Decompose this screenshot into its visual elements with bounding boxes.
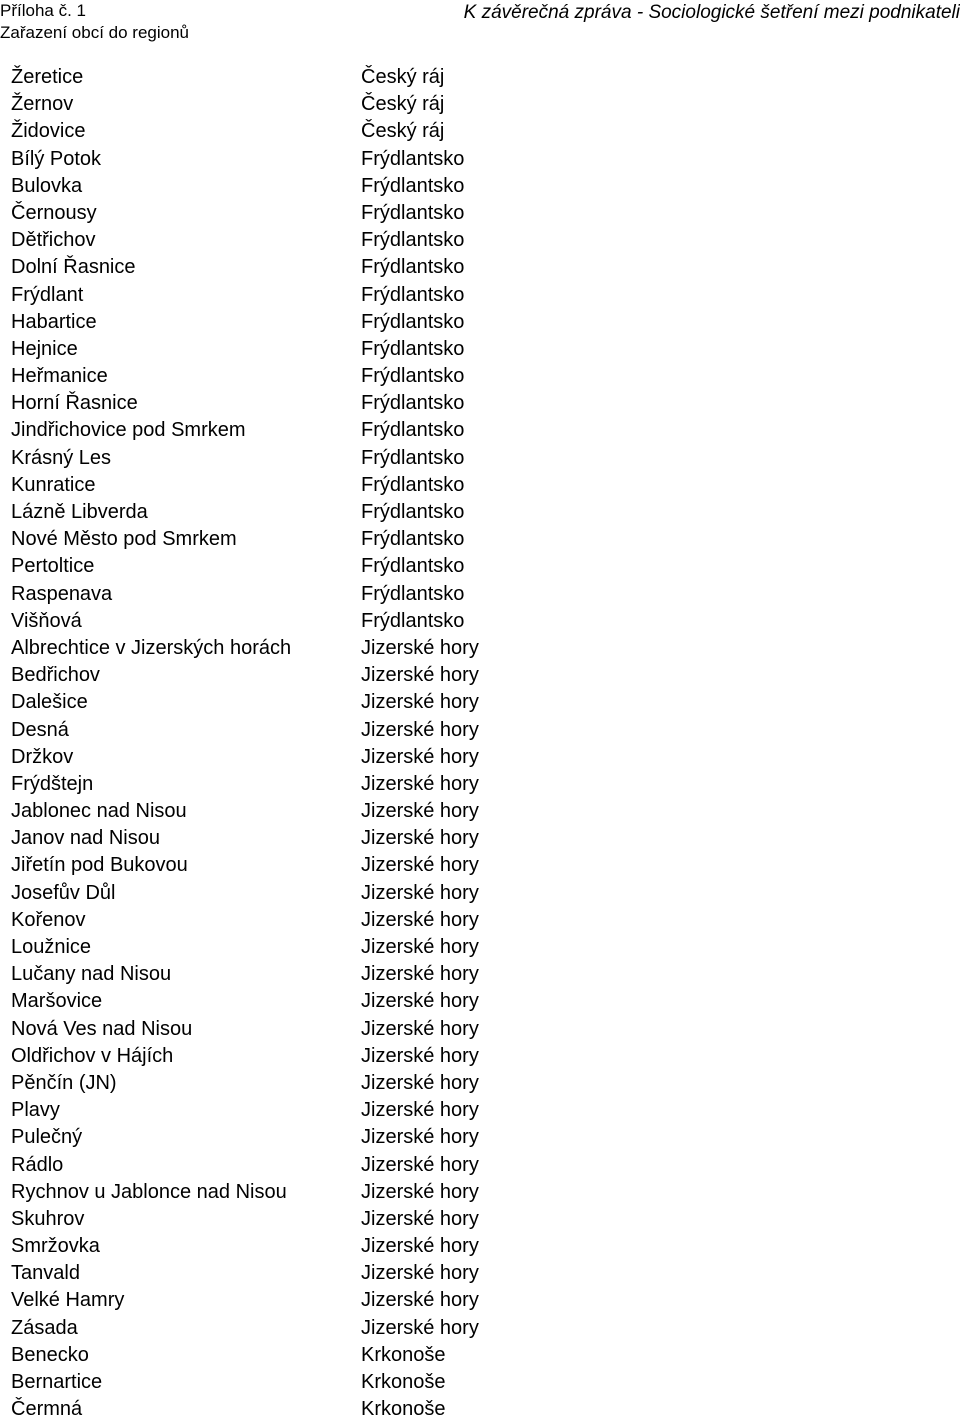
region-name: Jizerské hory (361, 691, 479, 714)
table-row (11, 1369, 951, 1396)
municipality-name: Horní Řasnice (11, 392, 138, 415)
region-name: Frýdlantsko (361, 555, 465, 578)
table-row (11, 1287, 951, 1314)
municipality-name: Rádlo (11, 1153, 64, 1176)
region-name: Frýdlantsko (361, 501, 465, 523)
municipality-name: Rychnov u Jablonce nad Nisou (11, 1180, 287, 1203)
table-row (11, 1260, 951, 1287)
table-row (11, 961, 951, 988)
table-row (11, 526, 951, 553)
table-row (11, 118, 951, 145)
region-name: Frýdlantsko (361, 392, 465, 415)
table-row (11, 1179, 951, 1206)
region-name: Jizerské hory (361, 800, 479, 823)
region-name: Frýdlantsko (361, 229, 465, 252)
region-name: Český ráj (361, 120, 445, 143)
region-name: Český ráj (361, 93, 445, 116)
region-name: Frýdlantsko (361, 446, 465, 469)
municipality-name: Jablonec nad Nisou (11, 800, 187, 823)
table-row (11, 717, 951, 744)
table-row (11, 662, 951, 689)
table-row (11, 91, 951, 118)
municipality-name: Bernartice (11, 1371, 103, 1393)
table-row (11, 1043, 951, 1070)
municipality-name: Hejnice (11, 337, 78, 360)
table-row (11, 608, 951, 635)
region-name: Jizerské hory (361, 636, 479, 659)
municipality-name: Smržovka (11, 1235, 100, 1258)
region-name: Jizerské hory (361, 1262, 479, 1285)
table-row (11, 1396, 951, 1423)
table-row (11, 1233, 951, 1260)
region-name: Frýdlantsko (361, 147, 465, 170)
region-name: Jizerské hory (361, 1153, 479, 1176)
table-row (11, 744, 951, 771)
region-name: Jizerské hory (361, 963, 479, 986)
municipality-name: Frýdštejn (11, 772, 94, 795)
region-name: Jizerské hory (361, 1044, 479, 1067)
document-subtitle: Zařazení obcí do regionů (0, 23, 190, 42)
table-row (11, 254, 951, 281)
table-row (11, 1097, 951, 1124)
municipality-name: Dolní Řasnice (11, 256, 136, 279)
table-row (11, 200, 951, 227)
municipality-name: Nové Město pod Smrkem (11, 528, 237, 551)
region-name: Jizerské hory (361, 1235, 479, 1258)
municipality-name: Pulečný (11, 1126, 83, 1149)
region-name: Frýdlantsko (361, 528, 465, 551)
municipality-name: Josefův Důl (11, 881, 116, 904)
table-row (11, 880, 951, 907)
municipality-name: Čermná (11, 1398, 83, 1421)
table-row (11, 635, 951, 662)
document-header (0, 0, 189, 44)
region-name: Jizerské hory (361, 664, 479, 687)
municipality-name: Lázně Libverda (11, 501, 148, 523)
table-row (11, 825, 951, 852)
table-row (11, 689, 951, 716)
region-name: Jizerské hory (361, 827, 479, 850)
municipality-name: Krásný Les (11, 446, 112, 469)
table-row (11, 553, 951, 580)
municipality-name: Černousy (11, 201, 97, 224)
table-row (11, 934, 951, 961)
table-row (11, 336, 951, 363)
table-row (11, 1206, 951, 1233)
region-name: Frýdlantsko (361, 283, 465, 306)
municipality-name: Loužnice (11, 936, 92, 958)
municipality-name: Pertoltice (11, 555, 95, 578)
region-name: Krkonoše (361, 1343, 446, 1366)
region-name: Frýdlantsko (361, 473, 465, 496)
municipality-name: Oldřichov v Hájích (11, 1044, 174, 1067)
municipality-name: Višňová (11, 609, 82, 632)
municipality-name: Benecko (11, 1343, 89, 1366)
municipality-region-table (11, 64, 951, 1423)
table-row (11, 64, 951, 91)
table-row (11, 581, 951, 608)
region-name: Český ráj (361, 66, 445, 88)
municipality-name: Frýdlant (11, 283, 84, 306)
region-name: Frýdlantsko (361, 310, 465, 333)
region-name: Jizerské hory (361, 936, 479, 958)
region-name: Frýdlantsko (361, 201, 465, 224)
region-name: Jizerské hory (361, 1126, 479, 1149)
municipality-name: Bedřichov (11, 664, 100, 687)
region-name: Jizerské hory (361, 1099, 479, 1122)
municipality-name: Jiřetín pod Bukovou (11, 854, 188, 877)
region-name: Jizerské hory (361, 908, 479, 931)
table-row (11, 852, 951, 879)
table-row (11, 499, 951, 526)
municipality-name: Lučany nad Nisou (11, 963, 172, 986)
region-name: Jizerské hory (361, 1316, 479, 1339)
table-row (11, 417, 951, 444)
municipality-name: Židovice (11, 120, 86, 143)
table-row (11, 1124, 951, 1151)
table-row (11, 173, 951, 200)
region-name: Jizerské hory (361, 772, 479, 795)
municipality-name: Dětřichov (11, 229, 96, 252)
table-row (11, 771, 951, 798)
region-name: Jizerské hory (361, 1017, 479, 1040)
region-name: Jizerské hory (361, 881, 479, 904)
table-row (11, 445, 951, 472)
municipality-name: Bílý Potok (11, 147, 102, 170)
municipality-name: Skuhrov (11, 1207, 85, 1230)
table-row (11, 1342, 951, 1369)
municipality-name: Kořenov (11, 908, 86, 931)
municipality-name: Tanvald (11, 1262, 80, 1285)
municipality-name: Nová Ves nad Nisou (11, 1017, 193, 1040)
municipality-name: Dalešice (11, 691, 88, 714)
region-name: Frýdlantsko (361, 609, 465, 632)
table-row (11, 1070, 951, 1097)
region-name: Jizerské hory (361, 1289, 479, 1312)
region-name: Frýdlantsko (361, 174, 465, 197)
table-row (11, 1315, 951, 1342)
municipality-name: Heřmanice (11, 365, 108, 388)
region-name: Frýdlantsko (361, 256, 465, 279)
region-name: Frýdlantsko (361, 365, 465, 388)
municipality-name: Zásada (11, 1316, 78, 1339)
region-name: Jizerské hory (361, 718, 479, 741)
report-title: K závěrečná zpráva - Sociologické šetření mezi podnikateli (463, 2, 960, 23)
table-row (11, 309, 951, 336)
table-row (11, 146, 951, 173)
municipality-name: Desná (11, 718, 69, 741)
table-row (11, 1152, 951, 1179)
region-name: Krkonoše (361, 1398, 446, 1421)
municipality-name: Maršovice (11, 990, 103, 1013)
region-name: Jizerské hory (361, 1180, 479, 1203)
municipality-name: Jindřichovice pod Smrkem (11, 419, 246, 442)
region-name: Jizerské hory (361, 854, 479, 877)
municipality-name: Raspenava (11, 582, 113, 605)
table-row (11, 282, 951, 309)
region-name: Jizerské hory (361, 1207, 479, 1230)
region-name: Krkonoše (361, 1371, 446, 1393)
municipality-name: Albrechtice v Jizerských horách (11, 636, 292, 659)
municipality-name: Pěnčín (JN) (11, 1071, 117, 1094)
table-row (11, 472, 951, 499)
attachment-label: Příloha č. 1 (0, 1, 86, 20)
municipality-name: Bulovka (11, 174, 83, 197)
municipality-name: Janov nad Nisou (11, 827, 160, 850)
region-name: Frýdlantsko (361, 337, 465, 360)
table-row (11, 798, 951, 825)
table-row (11, 227, 951, 254)
table-row (11, 988, 951, 1015)
municipality-name: Plavy (11, 1099, 60, 1122)
region-name: Frýdlantsko (361, 582, 465, 605)
region-name: Jizerské hory (361, 1071, 479, 1094)
municipality-name: Habartice (11, 310, 97, 333)
table-row (11, 907, 951, 934)
municipality-name: Velké Hamry (11, 1289, 125, 1312)
table-row (11, 1016, 951, 1043)
region-name: Jizerské hory (361, 745, 479, 768)
municipality-name: Držkov (11, 745, 74, 768)
table-row (11, 363, 951, 390)
region-name: Frýdlantsko (361, 419, 465, 442)
municipality-name: Kunratice (11, 473, 96, 496)
region-name: Jizerské hory (361, 990, 479, 1013)
municipality-name: Žeretice (11, 66, 84, 88)
table-row (11, 390, 951, 417)
municipality-name: Žernov (11, 93, 74, 116)
